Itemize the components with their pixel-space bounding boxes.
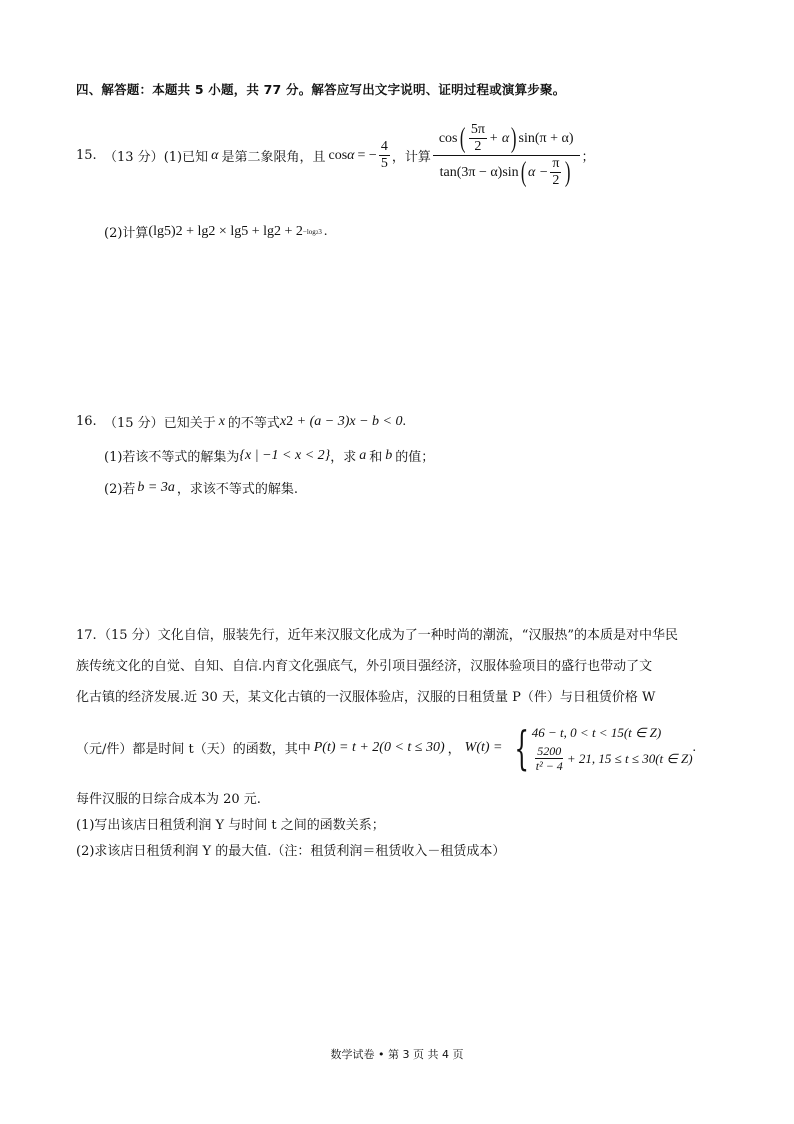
q16-line3 bbox=[104, 478, 298, 497]
left-paren-icon: ( bbox=[459, 122, 465, 154]
q17-pt: P(t) = t + 2(0 < t ≤ 30) bbox=[313, 739, 445, 755]
q16-ineq-a: x bbox=[279, 413, 287, 429]
q17-paragraph bbox=[76, 620, 716, 713]
q17-line3: 化古镇的经济发展.近 30 天，某文化古镇的一汉服体验店，汉服的日租赁量 P（件）与日租赁价格 W bbox=[76, 690, 656, 705]
q16-line1 bbox=[76, 412, 406, 431]
q15-expr-num-cos: cos bbox=[438, 130, 458, 146]
q17-line5: 每件汉服的日综合成本为 20 元. bbox=[76, 792, 261, 807]
q16-part1-c: 的值； bbox=[395, 450, 435, 465]
q15-cos-eq: = − bbox=[357, 147, 377, 163]
right-paren-icon: ) bbox=[511, 122, 517, 154]
q17-case1: 46 − t, 0 < t < 15(t ∈ Z) bbox=[531, 725, 662, 740]
q15-expr-num-frac bbox=[469, 122, 487, 155]
q15-alpha-2: α bbox=[347, 147, 355, 163]
q16-part1-a: (1)若该不等式的解集为 bbox=[104, 450, 240, 465]
section-heading: 四、解答题：本题共 5 小题，共 77 分。解答应写出文字说明、证明过程或演算步聚。 bbox=[76, 82, 566, 97]
q15-fraction bbox=[379, 139, 390, 172]
q15-part2-period: . bbox=[323, 223, 328, 239]
q17-case2-rest: + 21, 15 ≤ t ≤ 30(t ∈ Z) bbox=[566, 750, 693, 766]
q17-line4-a: （元/件）都是时间 t（天）的函数，其中 bbox=[76, 742, 311, 757]
page-footer: 数学试卷 • 第 3 页 共 4 页 bbox=[330, 1048, 464, 1061]
q17-part1: (1)写出该店日租赁利润 Y 与时间 t 之间的函数关系； bbox=[76, 818, 385, 833]
q15-part1-intro: (1)已知 bbox=[163, 150, 209, 165]
q17-case2-frac bbox=[534, 744, 565, 773]
left-paren-icon: ( bbox=[520, 156, 527, 188]
q15-semicolon: ； bbox=[581, 150, 595, 165]
q15-frac-den: 5 bbox=[380, 156, 388, 171]
q15-expr-den-frac bbox=[550, 156, 561, 189]
q16-ineq-b: + (a − 3)x − b < 0 bbox=[293, 413, 403, 429]
q16-part1-set: {x | −1 < x < 2} bbox=[239, 447, 331, 463]
q16-period: . bbox=[402, 413, 406, 429]
q15-expr-den-frac-num: π bbox=[552, 156, 560, 171]
left-brace-icon: { bbox=[513, 720, 529, 775]
q15-expression bbox=[433, 122, 580, 189]
q15-frac-num: 4 bbox=[380, 139, 388, 154]
q16-and: 和 bbox=[369, 450, 383, 465]
q15-alpha: α bbox=[211, 147, 219, 163]
q15-part2-b: + lg2 × lg5 + lg2 + 2 bbox=[182, 223, 303, 239]
q15-expr-num-b: + α bbox=[488, 130, 510, 146]
q15-points: （13 分） bbox=[104, 150, 164, 165]
q15-number: 15. bbox=[76, 148, 97, 163]
q16-line2 bbox=[104, 446, 434, 465]
q15-expr-den-b: α − bbox=[528, 164, 549, 180]
right-paren-icon: ) bbox=[565, 156, 571, 188]
q15-expr-numerator bbox=[433, 122, 580, 156]
q15-part2-exp2-end: 3 bbox=[318, 227, 322, 236]
q17-number: 17. bbox=[76, 628, 97, 643]
q15-line1 bbox=[76, 122, 595, 189]
q16-part1-b: ，求 bbox=[330, 450, 357, 465]
q16-part2-eq: b = 3a bbox=[137, 479, 175, 495]
q15-compute: ，计算 bbox=[391, 150, 431, 165]
q16-x: x bbox=[218, 413, 225, 429]
q15-part2-intro: (2)计算 bbox=[104, 226, 149, 241]
q15-expr-num-c: sin(π + α) bbox=[518, 130, 574, 146]
q15-expr-den-frac-den: 2 bbox=[552, 173, 560, 188]
q17-cases bbox=[532, 722, 693, 773]
q16-part2-b: ，求该不等式的解集. bbox=[176, 482, 299, 497]
q17-line4-b: ， bbox=[447, 742, 461, 757]
q16-part2-a: (2)若 bbox=[104, 482, 136, 497]
q17-part2: (2)求该店日租赁利润 Y 的最大值.（注：租赁利润＝租赁收入－租赁成本） bbox=[76, 844, 506, 859]
q15-cos: cos bbox=[328, 147, 348, 163]
q17-points: （15 分） bbox=[98, 628, 158, 643]
q15-expr-num-frac-den: 2 bbox=[474, 139, 482, 154]
q17-line1-text: 文化自信，服装先行，近年来汉服文化成为了一种时尚的潮流，“汉服热”的本质是对中华民 bbox=[157, 628, 678, 643]
q15-part2-exp: 2 bbox=[175, 223, 183, 239]
q16-intro2: 的不等式 bbox=[227, 416, 280, 431]
q16-intro: 已知关于 bbox=[163, 416, 216, 431]
q17-line4 bbox=[76, 722, 696, 773]
q15-line2 bbox=[104, 222, 327, 241]
q15-expr-denominator bbox=[434, 156, 579, 189]
q15-part2-a: (lg5) bbox=[148, 223, 176, 239]
q16-number: 16. bbox=[76, 414, 97, 429]
q16-points: （15 分） bbox=[104, 416, 164, 431]
q17-case2-num: 5200 bbox=[537, 744, 562, 758]
q15-part2-exp2 bbox=[303, 228, 322, 236]
q15-part2-exp2-log: −log bbox=[302, 227, 316, 236]
q17-case2-den: t² − 4 bbox=[535, 759, 563, 773]
q16-b: b bbox=[385, 447, 393, 463]
q15-expr-num-frac-num: 5π bbox=[470, 122, 485, 137]
q17-line1 bbox=[76, 620, 716, 651]
q17-line4-end: . bbox=[692, 739, 697, 755]
q17-line2: 族传统文化的自觉、自知、自信.内育文化强底气，外引项目强经济，汉服体验项目的盛行也带动了文 bbox=[76, 659, 653, 674]
q17-case2 bbox=[532, 744, 693, 773]
q15-expr-den-a: tan(3π − α)sin bbox=[439, 164, 519, 180]
q16-ineq-exp: 2 bbox=[286, 413, 294, 429]
q15-quadrant: 是第二象限角，且 bbox=[221, 150, 326, 165]
q15-part2-exp2-sub: 2 bbox=[315, 230, 319, 236]
q17-wt: W(t) = bbox=[464, 739, 503, 755]
q16-a: a bbox=[359, 447, 367, 463]
